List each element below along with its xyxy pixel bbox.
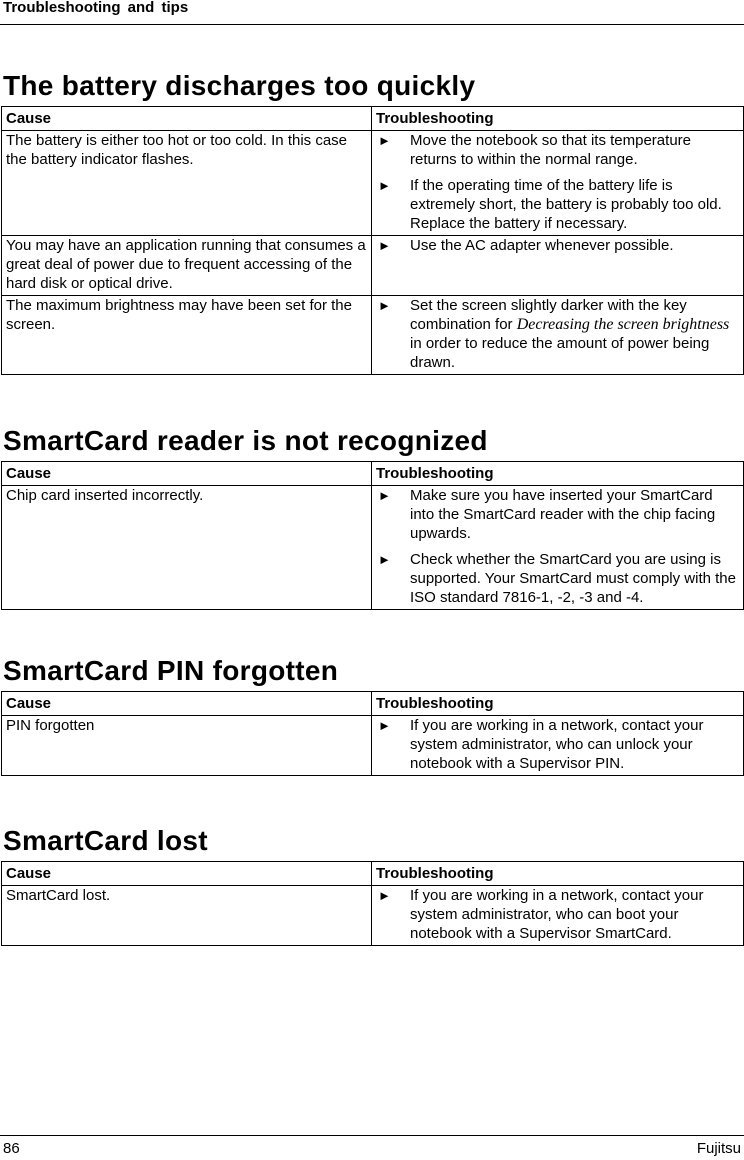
cause-cell: You may have an application running that consumes a great deal of power due to frequent accessing of the hard disk or optical drive. [2, 236, 372, 296]
troubleshooting-table [1, 691, 744, 776]
arrow-right-icon: ► [378, 718, 391, 733]
step-item [376, 550, 739, 607]
step-list [376, 296, 739, 372]
table-header-row [2, 462, 744, 486]
table-header-row [2, 107, 744, 131]
cause-cell: PIN forgotten [2, 716, 372, 776]
step-text: Set the screen slightly darker with the key combination for [410, 297, 687, 333]
troubleshooting-cell [372, 716, 744, 776]
step-text: If you are working in a network, contact your system administrator, who can boot your notebook with a Supervisor SmartCard. [410, 887, 704, 942]
column-header-cause: Cause [2, 107, 372, 131]
troubleshooting-table [1, 861, 744, 946]
troubleshooting-cell [372, 236, 744, 296]
column-header-cause: Cause [2, 692, 372, 716]
section-smartcard-lost [0, 825, 744, 946]
troubleshooting-table [1, 461, 744, 610]
step-list [376, 236, 739, 255]
step-item [376, 886, 739, 943]
page-number: 86 [3, 1140, 20, 1157]
arrow-right-icon: ► [378, 488, 391, 503]
arrow-right-icon: ► [378, 552, 391, 567]
arrow-right-icon: ► [378, 298, 391, 313]
step-text: If the operating time of the battery life is extremely short, the battery is probably too old. Replace the battery if necessary. [410, 177, 722, 232]
column-header-cause: Cause [2, 462, 372, 486]
step-text: If you are working in a network, contact your system administrator, who can unlock your notebook with a Supervisor PIN. [410, 717, 704, 772]
step-item [376, 486, 739, 543]
step-item [376, 176, 739, 233]
troubleshooting-cell [372, 131, 744, 236]
column-header-troubleshooting: Troubleshooting [372, 462, 744, 486]
column-header-troubleshooting: Troubleshooting [372, 107, 744, 131]
troubleshooting-cell [372, 296, 744, 375]
page-footer [0, 1135, 744, 1160]
step-list [376, 886, 739, 943]
section-title: The battery discharges too quickly [3, 70, 476, 101]
arrow-right-icon: ► [378, 888, 391, 903]
arrow-right-icon: ► [378, 238, 391, 253]
troubleshooting-cell [372, 486, 744, 610]
running-header-title: Troubleshooting and tips [3, 0, 189, 16]
section-smartcard-reader [0, 425, 744, 610]
table-row [2, 886, 744, 946]
table-row [2, 716, 744, 776]
section-title: SmartCard reader is not recognized [3, 425, 488, 456]
step-text: in order to reduce the amount of power being drawn. [410, 335, 710, 371]
column-header-troubleshooting: Troubleshooting [372, 862, 744, 886]
step-text: Use the AC adapter whenever possible. [410, 237, 674, 254]
step-item [376, 236, 739, 255]
step-item [376, 131, 739, 169]
step-item [376, 296, 739, 372]
table-row [2, 236, 744, 296]
table-row [2, 131, 744, 236]
page-header [0, 0, 744, 25]
cause-cell: SmartCard lost. [2, 886, 372, 946]
section-smartcard-pin [0, 655, 744, 776]
table-header-row [2, 692, 744, 716]
troubleshooting-cell [372, 886, 744, 946]
step-text: Check whether the SmartCard you are using is supported. Your SmartCard must comply with the ISO standard 7816-1, -2, -3 and -4. [410, 551, 736, 606]
step-list [376, 716, 739, 773]
step-list [376, 486, 739, 607]
arrow-right-icon: ► [378, 178, 391, 193]
table-header-row [2, 862, 744, 886]
section-battery-discharge [0, 70, 744, 375]
step-text: Move the notebook so that its temperature returns to within the normal range. [410, 132, 691, 168]
cause-cell: The maximum brightness may have been set for the screen. [2, 296, 372, 375]
arrow-right-icon: ► [378, 133, 391, 148]
step-list [376, 131, 739, 233]
cause-cell: Chip card inserted incorrectly. [2, 486, 372, 610]
brand-name: Fujitsu [696, 1140, 741, 1157]
table-row [2, 296, 744, 375]
table-row [2, 486, 744, 610]
troubleshooting-table [1, 106, 744, 375]
step-text: Make sure you have inserted your SmartCard into the SmartCard reader with the chip facing upwards. [410, 487, 716, 542]
section-title: SmartCard PIN forgotten [3, 655, 339, 686]
cause-cell: The battery is either too hot or too cold. In this case the battery indicator flashes. [2, 131, 372, 236]
column-header-cause: Cause [2, 862, 372, 886]
section-title: SmartCard lost [3, 825, 208, 856]
step-item [376, 716, 739, 773]
key-combination-term: Decreasing the screen brightness [516, 316, 730, 333]
column-header-troubleshooting: Troubleshooting [372, 692, 744, 716]
